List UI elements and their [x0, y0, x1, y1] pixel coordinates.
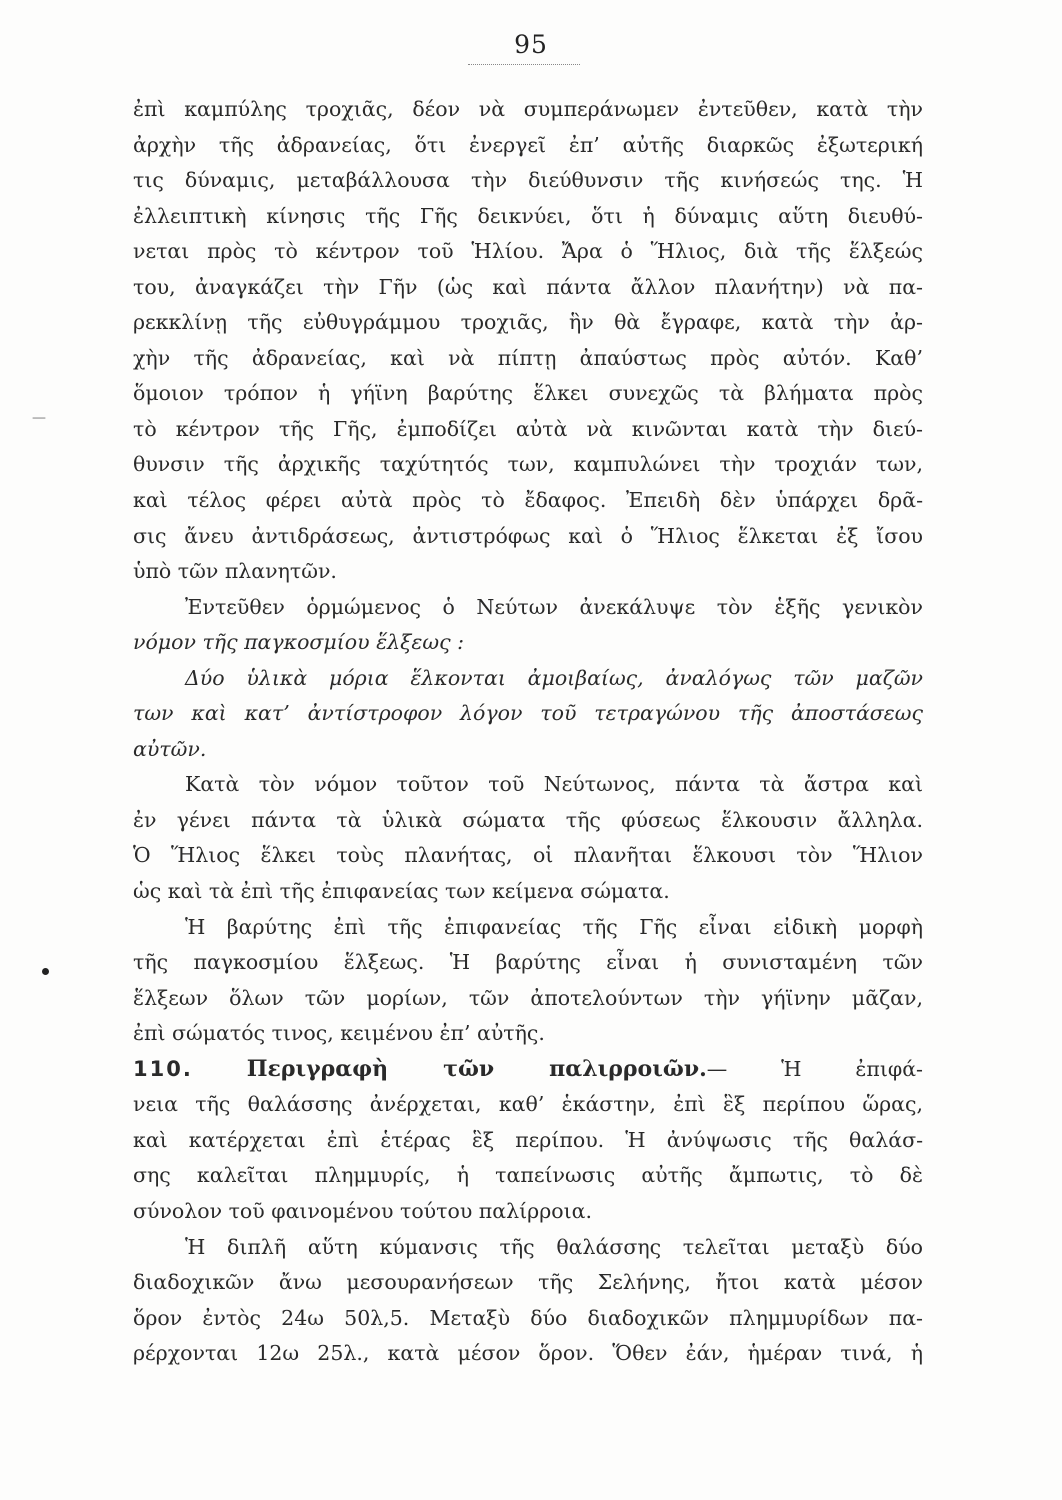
text-line: ἐπὶ καμπύλης τροχιᾶς, δέον νὰ συμπεράνωμεν ἐντεῦθεν, κατὰ τὴν [133, 97, 923, 121]
law-statement-line: των καὶ κατ’ ἀντίστροφον λόγον τοῦ τετραγώνου τῆς ἀποστάσεως [133, 701, 923, 726]
text-line: ρέρχονται 12ω 25λ., κατὰ μέσον ὅρον. Ὅθεν ἐάν, ἡμέραν τινά, ἡ [133, 1341, 923, 1366]
text-line: ὡς καὶ τὰ ἐπὶ τῆς ἐπιφανείας των κείμενα σώματα. [133, 879, 670, 904]
section-title: Περιγραφὴ τῶν παλιρροιῶν. [246, 1055, 707, 1082]
text-line: καὶ τέλος φέρει αὐτὰ πρὸς τὸ ἔδαφος. Ἐπειδὴ δὲν ὑπάρχει δρᾶ- [133, 488, 923, 513]
text-line: Ὁ Ἥλιος ἕλκει τοὺς πλανήτας, οἱ πλανῆται ἕλκουσι τὸν Ἥλιον [133, 843, 923, 868]
law-statement-line: αὐτῶν. [133, 736, 207, 761]
text-line: ἀρχὴν τῆς ἀδρανείας, ὅτι ἐνεργεῖ ἐπ’ αὐτῆς διαρκῶς ἐξωτερική [133, 132, 923, 157]
law-statement-line: Δύο ὑλικὰ μόρια ἕλκονται ἀμοιβαίως, ἀναλόγως τῶν μαζῶν [185, 665, 923, 690]
section-heading-rest: — Ἡ ἐπιφά- [706, 1056, 923, 1081]
text-line: ἐπὶ σώματός τινος, κειμένου ἐπ’ αὐτῆς. [133, 1021, 545, 1046]
text-line: Ἐντεῦθεν ὁρμώμενος ὁ Νεύτων ἀνεκάλυψε τὸν ἑξῆς γενικὸν [185, 594, 923, 619]
text-line: του, ἀναγκάζει τὴν Γῆν (ὡς καὶ πάντα ἄλλον πλανήτην) νὰ πα- [133, 274, 923, 299]
text-line: τῆς παγκοσμίου ἕλξεως. Ἡ βαρύτης εἶναι ἡ συνισταμένη τῶν [133, 950, 923, 975]
text-line: ὅμοιον τρόπον ἡ γήϊνη βαρύτης ἕλκει συνεχῶς τὰ βλήματα πρὸς [133, 381, 923, 406]
text-line: χὴν τῆς ἀδρανείας, καὶ νὰ πίπτῃ ἀπαύστως πρὸς αὐτόν. Καθ’ [133, 345, 923, 370]
text-line: νεια τῆς θαλάσσης ἀνέρχεται, καθ’ ἑκάστην, ἐπὶ ἓξ περίπου ὥρας, [133, 1092, 923, 1117]
text-line: ἐλλειπτικὴ κίνησις τῆς Γῆς δεικνύει, ὅτι ἡ δύναμις αὕτη διευθύ- [133, 203, 923, 228]
text-line: ὑπὸ τῶν πλανητῶν. [133, 559, 337, 584]
text-line: τὸ κέντρον τῆς Γῆς, ἐμποδίζει αὐτὰ νὰ κινῶνται κατὰ τὴν διεύ- [133, 416, 923, 441]
text-line: ἕλξεων ὅλων τῶν μορίων, τῶν ἀποτελούντων τὴν γήϊνην μᾶζαν, [133, 985, 923, 1010]
section-number: 110. [133, 1056, 193, 1081]
body-text [133, 92, 923, 1372]
law-intro-line: νόμον τῆς παγκοσμίου ἕλξεως : [133, 630, 465, 655]
text-line: Ἡ διπλῆ αὕτη κύμανσις τῆς θαλάσσης τελεῖται μεταξὺ δύο [185, 1234, 923, 1259]
text-line: σύνολον τοῦ φαινομένου τούτου παλίρροια. [133, 1198, 592, 1223]
page-number: 95 [514, 30, 548, 59]
section-heading-line [133, 1052, 923, 1088]
page-number-rule [468, 64, 580, 65]
ink-spot [42, 968, 49, 975]
text-line: ἐν γένει πάντα τὰ ὑλικὰ σώματα τῆς φύσεως ἕλκουσιν ἄλληλα. [133, 807, 923, 832]
text-line: Κατὰ τὸν νόμον τοῦτον τοῦ Νεύτωνος, πάντα τὰ ἄστρα καὶ [185, 772, 923, 797]
text-line: ὅρον ἐντὸς 24ω 50λ,5. Μεταξὺ δύο διαδοχικῶν πλημμυρίδων πα- [133, 1305, 923, 1330]
text-line: σις ἄνευ ἀντιδράσεως, ἀντιστρόφως καὶ ὁ Ἥλιος ἕλκεται ἐξ ἴσου [133, 523, 923, 548]
text-line: Ἡ βαρύτης ἐπὶ τῆς ἐπιφανείας τῆς Γῆς εἶναι εἰδικὴ μορφὴ [185, 914, 923, 939]
text-line: νεται πρὸς τὸ κέντρον τοῦ Ἡλίου. Ἄρα ὁ Ἥλιος, διὰ τῆς ἕλξεώς [133, 239, 923, 264]
text-line: διαδοχικῶν ἄνω μεσουρανήσεων τῆς Σελήνης, ἤτοι κατὰ μέσον [133, 1270, 923, 1295]
text-line: τις δύναμις, μεταβάλλουσα τὴν διεύθυνσιν τῆς κινήσεώς της. Ἡ [133, 168, 923, 193]
text-line: θυνσιν τῆς ἀρχικῆς ταχύτητός των, καμπυλώνει τὴν τροχιάν των, [133, 452, 923, 477]
text-line: ρεκκλίνῃ τῆς εὐθυγράμμου τροχιᾶς, ἣν θὰ ἔγραφε, κατὰ τὴν ἀρ- [133, 310, 923, 335]
margin-mark: — [32, 410, 46, 426]
text-line: σης καλεῖται πλημμυρίς, ἡ ταπείνωσις αὐτῆς ἄμπωτις, τὸ δὲ [133, 1163, 923, 1188]
text-line: καὶ κατέρχεται ἐπὶ ἑτέρας ἓξ περίπου. Ἡ ἀνύψωσις τῆς θαλάσ- [133, 1127, 923, 1152]
